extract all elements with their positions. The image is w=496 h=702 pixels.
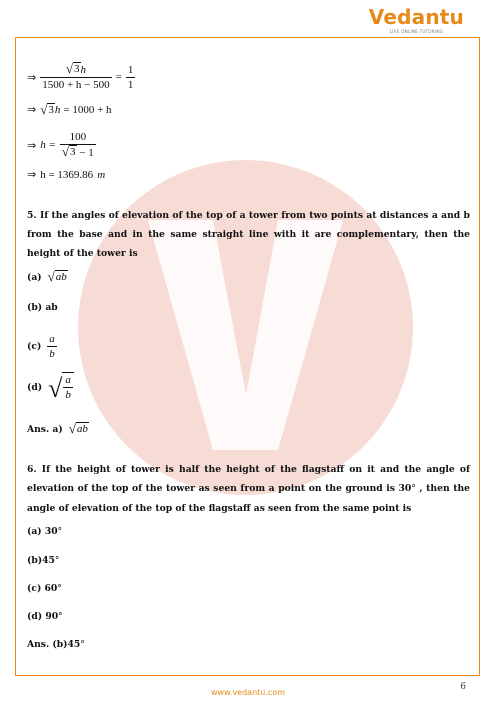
implies-arrow: ⇒ xyxy=(27,103,37,116)
q6-option-a: (a) 30 ° xyxy=(27,526,63,537)
solution-step-3: ⇒ h = 100 √ 3 − 1 xyxy=(27,131,94,159)
solution-step-2: ⇒ √ 3 h = 1000 + h xyxy=(27,102,112,117)
question-5-text: 5. If the angles of elevation of the top of a tower from two points at distances a and b from the base and in the same straight line with it are complementary, then the height of the tower is xyxy=(27,210,470,259)
question-6-text: 6. If the height of tower is half the height of the flagstaff on it and the angle of elevation of the top of the tower as seen from a point on the ground is 30° , then the angle of elevation of the top of the flagstaff as seen from the same point is xyxy=(27,464,470,514)
q6-option-d: (d) 90 ° xyxy=(27,611,63,622)
q5-option-c: (c) $\frac{a}{b}$ xyxy=(27,333,55,360)
footer-link[interactable]: www.vedantu.com xyxy=(211,688,285,697)
implies-arrow: ⇒ xyxy=(27,70,37,84)
fraction: 100 √ 3 − 1 xyxy=(61,131,94,159)
q5-option-b: (b) ab xyxy=(27,302,58,313)
page-number: 6 xyxy=(460,682,466,692)
vedantu-logo xyxy=(369,6,464,34)
implies-arrow: ⇒ xyxy=(27,168,37,181)
fraction: $\frac{1}{1}$ xyxy=(127,63,134,91)
implies-arrow: ⇒ xyxy=(27,138,37,152)
fraction: √ 3 h 1500 + h − 500 xyxy=(42,61,110,91)
q5-answer: Ans. a) √ ab xyxy=(27,421,88,436)
q6-option-b: (b)45 ° xyxy=(27,555,60,566)
q5-option-d: (d) √ $\frac{a}{b}$ xyxy=(27,372,74,402)
logo-tagline: LIVE ONLINE TUTORING xyxy=(389,29,444,34)
solution-step-1: ⇒ √ 3 h 1500 + h − 500 = $\frac{1}{1}$ xyxy=(27,61,134,91)
q5-option-a: (a) √ ab xyxy=(27,269,67,284)
q6-answer: Ans. (b)45 ° xyxy=(27,639,85,650)
solution-step-4: ⇒ h = 1369.86 m xyxy=(27,168,106,181)
logo-text: Vedantu xyxy=(368,5,464,29)
q6-option-c: (c) 60 ° xyxy=(27,583,62,594)
